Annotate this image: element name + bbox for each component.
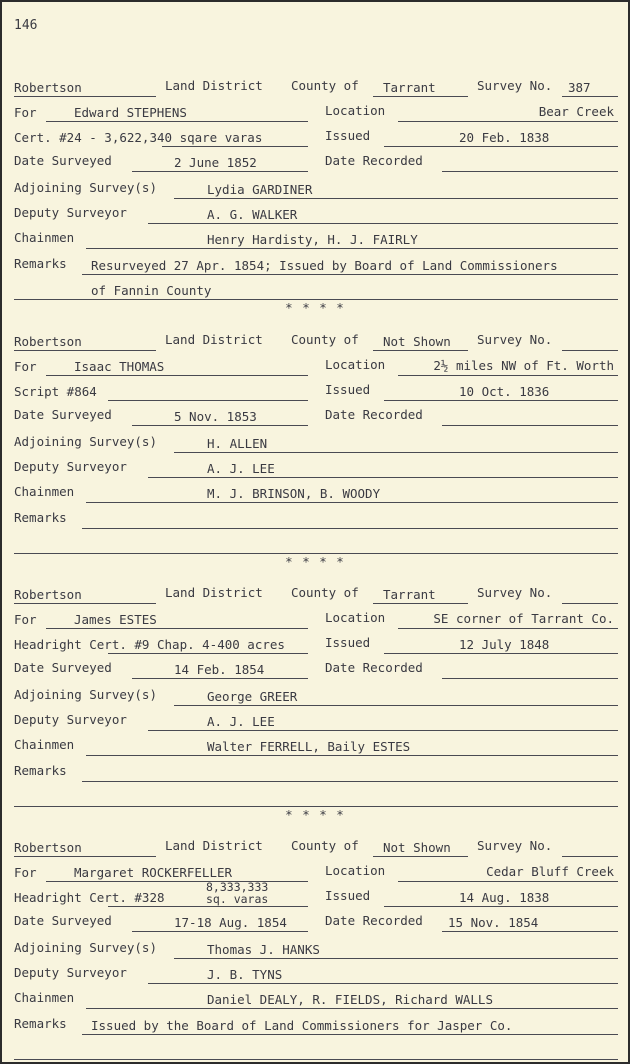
certificate-acreage-value: 8,333,333 xyxy=(206,880,269,894)
certificate-unit-value: sq. varas xyxy=(206,892,269,906)
location-label: Location xyxy=(325,357,386,372)
grantee-value: Margaret ROCKERFELLER xyxy=(74,865,233,880)
land-district-label: Land District xyxy=(165,78,263,93)
issued-label: Issued xyxy=(325,128,371,143)
location-underline xyxy=(398,375,618,376)
date-recorded-underline xyxy=(442,931,618,932)
issued-value: 14 Aug. 1838 xyxy=(459,890,550,905)
chainmen-label: Chainmen xyxy=(14,484,75,499)
date-recorded-label: Date Recorded xyxy=(325,660,423,675)
chainmen-label: Chainmen xyxy=(14,990,75,1005)
adjoining-underline xyxy=(174,958,618,959)
deputy-surveyor-underline xyxy=(148,477,618,478)
location-value: SE corner of Tarrant Co. xyxy=(433,611,614,626)
date-surveyed-underline xyxy=(132,425,308,426)
date-recorded-value: 15 Nov. 1854 xyxy=(448,915,539,930)
grantee-underline xyxy=(46,121,308,122)
adjoining-label: Adjoining Survey(s) xyxy=(14,434,157,449)
remarks-underline xyxy=(82,1034,618,1035)
county-value: Not Shown xyxy=(383,334,451,349)
deputy-surveyor-value: A. J. LEE xyxy=(207,461,275,476)
remarks-continuation-underline xyxy=(14,1059,618,1060)
issued-label: Issued xyxy=(325,888,371,903)
issued-value: 20 Feb. 1838 xyxy=(459,130,550,145)
grantee-underline xyxy=(46,375,308,376)
grantee-value: Isaac THOMAS xyxy=(74,359,165,374)
issued-label: Issued xyxy=(325,635,371,650)
deputy-surveyor-label: Deputy Surveyor xyxy=(14,712,127,727)
remarks-value: Issued by the Board of Land Commissioners for Jasper Co. xyxy=(91,1018,513,1033)
deputy-surveyor-underline xyxy=(148,223,618,224)
county-underline xyxy=(373,96,468,97)
location-label: Location xyxy=(325,103,386,118)
location-value: 2½ miles NW of Ft. Worth xyxy=(433,358,614,373)
land-district-value: Robertson xyxy=(14,840,82,855)
chainmen-underline xyxy=(86,502,618,503)
land-district-label: Land District xyxy=(165,585,263,600)
issued-underline xyxy=(384,400,618,401)
issued-underline xyxy=(384,146,618,147)
chainmen-underline xyxy=(86,248,618,249)
deputy-surveyor-label: Deputy Surveyor xyxy=(14,965,127,980)
deputy-surveyor-underline xyxy=(148,730,618,731)
for-label: For xyxy=(14,359,37,374)
chainmen-value: M. J. BRINSON, B. WOODY xyxy=(207,486,381,501)
deputy-surveyor-value: J. B. TYNS xyxy=(207,967,283,982)
date-surveyed-value: 2 June 1852 xyxy=(174,155,257,170)
county-label: County of xyxy=(291,332,359,347)
adjoining-label: Adjoining Survey(s) xyxy=(14,687,157,702)
land-district-underline xyxy=(14,350,156,351)
record-separator: * * * * xyxy=(285,554,345,569)
certificate-underline xyxy=(108,906,308,907)
adjoining-label: Adjoining Survey(s) xyxy=(14,940,157,955)
certificate-value: Headright Cert. #328 xyxy=(14,890,165,905)
adjoining-underline xyxy=(174,705,618,706)
deputy-surveyor-underline xyxy=(148,983,618,984)
location-underline xyxy=(398,628,618,629)
date-surveyed-value: 17-18 Aug. 1854 xyxy=(174,915,287,930)
remarks-value: Resurveyed 27 Apr. 1854; Issued by Board of Land Commissioners xyxy=(91,258,558,273)
date-recorded-underline xyxy=(442,678,618,679)
land-district-underline xyxy=(14,96,156,97)
land-district-underline xyxy=(14,603,156,604)
chainmen-label: Chainmen xyxy=(14,737,75,752)
county-value: Tarrant xyxy=(383,80,436,95)
deputy-surveyor-value: A. J. LEE xyxy=(207,714,275,729)
county-underline xyxy=(373,603,468,604)
date-surveyed-label: Date Surveyed xyxy=(14,407,112,422)
survey-no-underline xyxy=(562,603,618,604)
date-surveyed-underline xyxy=(132,171,308,172)
record-separator: * * * * xyxy=(285,807,345,822)
county-underline xyxy=(373,350,468,351)
county-label: County of xyxy=(291,78,359,93)
chainmen-value: Henry Hardisty, H. J. FAIRLY xyxy=(207,232,418,247)
date-recorded-underline xyxy=(442,171,618,172)
remarks-label: Remarks xyxy=(14,1016,67,1031)
land-district-value: Robertson xyxy=(14,334,82,349)
grantee-value: James ESTES xyxy=(74,612,157,627)
survey-no-underline xyxy=(562,350,618,351)
remarks-label: Remarks xyxy=(14,763,67,778)
date-surveyed-value: 5 Nov. 1853 xyxy=(174,409,257,424)
certificate-value: Script #864 xyxy=(14,384,97,399)
location-underline xyxy=(398,881,618,882)
date-surveyed-underline xyxy=(132,678,308,679)
date-recorded-label: Date Recorded xyxy=(325,407,423,422)
survey-no-underline xyxy=(562,856,618,857)
deputy-surveyor-label: Deputy Surveyor xyxy=(14,459,127,474)
location-label: Location xyxy=(325,610,386,625)
county-label: County of xyxy=(291,838,359,853)
survey-no-label: Survey No. xyxy=(477,332,553,347)
chainmen-underline xyxy=(86,755,618,756)
adjoining-value: Thomas J. HANKS xyxy=(207,942,320,957)
adjoining-underline xyxy=(174,198,618,199)
remarks-label: Remarks xyxy=(14,510,67,525)
certificate-value: Headright Cert. #9 Chap. 4-400 acres xyxy=(14,637,285,652)
date-recorded-label: Date Recorded xyxy=(325,153,423,168)
issued-underline xyxy=(384,906,618,907)
county-underline xyxy=(373,856,468,857)
survey-no-underline xyxy=(562,96,618,97)
remarks-underline xyxy=(82,274,618,275)
certificate-underline xyxy=(108,653,308,654)
deputy-surveyor-value: A. G. WALKER xyxy=(207,207,298,222)
grantee-underline xyxy=(46,881,308,882)
county-value: Not Shown xyxy=(383,840,451,855)
remarks-label: Remarks xyxy=(14,256,67,271)
remarks-underline xyxy=(82,528,618,529)
county-label: County of xyxy=(291,585,359,600)
date-surveyed-underline xyxy=(132,931,308,932)
remarks-continuation-value: of Fannin County xyxy=(91,283,212,298)
date-surveyed-value: 14 Feb. 1854 xyxy=(174,662,265,677)
survey-no-label: Survey No. xyxy=(477,838,553,853)
certificate-underline xyxy=(108,400,308,401)
issued-underline xyxy=(384,653,618,654)
land-district-label: Land District xyxy=(165,838,263,853)
issued-value: 12 July 1848 xyxy=(459,637,550,652)
county-value: Tarrant xyxy=(383,587,436,602)
location-label: Location xyxy=(325,863,386,878)
issued-label: Issued xyxy=(325,382,371,397)
record-separator: * * * * xyxy=(285,300,345,315)
location-underline xyxy=(398,121,618,122)
page-number: 146 xyxy=(14,18,38,33)
issued-value: 10 Oct. 1836 xyxy=(459,384,550,399)
survey-no-label: Survey No. xyxy=(477,585,553,600)
certificate-underline xyxy=(162,146,308,147)
date-surveyed-label: Date Surveyed xyxy=(14,913,112,928)
survey-no-value: 387 xyxy=(568,80,591,95)
chainmen-underline xyxy=(86,1008,618,1009)
date-recorded-label: Date Recorded xyxy=(325,913,423,928)
location-value: Bear Creek xyxy=(538,104,614,119)
location-value: Cedar Bluff Creek xyxy=(486,864,614,879)
for-label: For xyxy=(14,865,37,880)
remarks-underline xyxy=(82,781,618,782)
land-district-label: Land District xyxy=(165,332,263,347)
adjoining-label: Adjoining Survey(s) xyxy=(14,180,157,195)
adjoining-value: George GREER xyxy=(207,689,298,704)
chainmen-value: Daniel DEALY, R. FIELDS, Richard WALLS xyxy=(207,992,493,1007)
land-district-value: Robertson xyxy=(14,80,82,95)
chainmen-value: Walter FERRELL, Baily ESTES xyxy=(207,739,411,754)
adjoining-value: H. ALLEN xyxy=(207,436,268,451)
land-district-value: Robertson xyxy=(14,587,82,602)
grantee-underline xyxy=(46,628,308,629)
adjoining-underline xyxy=(174,452,618,453)
date-surveyed-label: Date Surveyed xyxy=(14,153,112,168)
grantee-value: Edward STEPHENS xyxy=(74,105,187,120)
chainmen-label: Chainmen xyxy=(14,230,75,245)
deputy-surveyor-label: Deputy Surveyor xyxy=(14,205,127,220)
for-label: For xyxy=(14,105,37,120)
survey-no-label: Survey No. xyxy=(477,78,553,93)
date-surveyed-label: Date Surveyed xyxy=(14,660,112,675)
certificate-value: Cert. #24 - 3,622,340 sqare varas xyxy=(14,130,263,145)
land-district-underline xyxy=(14,856,156,857)
date-recorded-underline xyxy=(442,425,618,426)
adjoining-value: Lydia GARDINER xyxy=(207,182,313,197)
for-label: For xyxy=(14,612,37,627)
